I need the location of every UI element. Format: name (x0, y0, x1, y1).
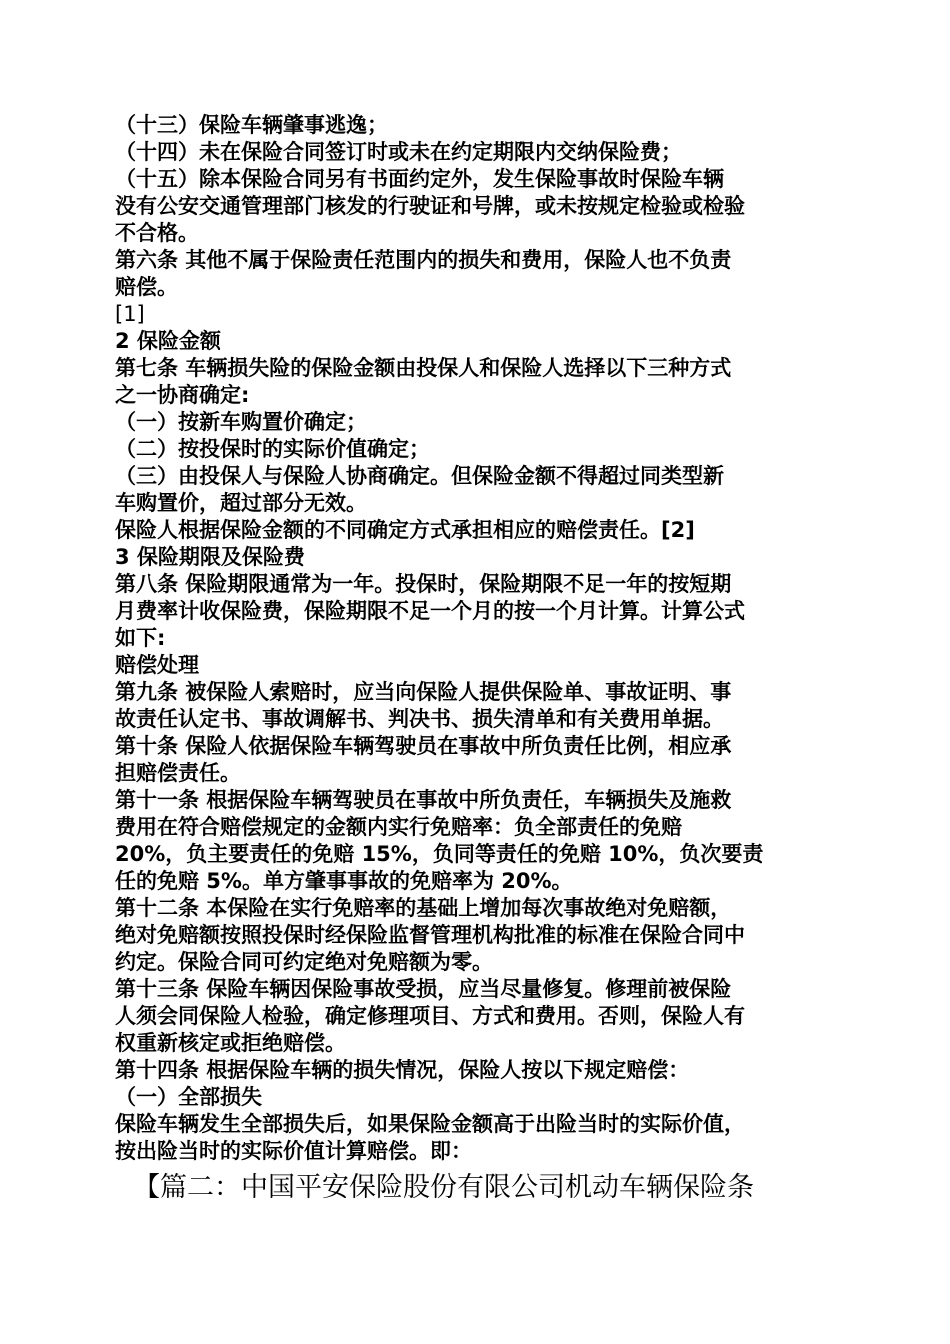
text-line: 没有公安交通管理部门核发的行驶证和号牌，或未按规定检验或检验 (115, 194, 745, 218)
text-line: 约定。保险合同可约定绝对免赔额为零。 (115, 950, 493, 974)
text-line: （十五）除本保险合同另有书面约定外，发生保险事故时保险车辆 (115, 167, 724, 191)
citation-ref: [1] (115, 302, 145, 326)
text-line: 按出险当时的实际价值计算赔偿。即： (115, 1139, 472, 1163)
text-line: 20%，负主要责任的免赔 15%，负同等责任的免赔 10%，负次要责 (115, 842, 764, 866)
text-line: （十四）未在保险合同签订时或未在约定期限内交纳保险费； (115, 140, 682, 164)
text-line: 如下: (115, 626, 166, 650)
article-13: 第十三条 保险车辆因保险事故受损，应当尽量修复。修理前被保险 (115, 977, 732, 1001)
article-6: 第六条 其他不属于保险责任范围内的损失和费用，保险人也不负责 (115, 248, 732, 272)
article-12: 第十二条 本保险在实行免赔率的基础上增加每次事故绝对免赔额， (115, 896, 732, 920)
text-line: 绝对免赔额按照投保时经保险监督管理机构批准的标准在保险合同中 (115, 923, 745, 947)
text-line: 之一协商确定: (115, 383, 250, 407)
text-line: 任的免赔 5%。单方肇事事故的免赔率为 20%。 (115, 869, 573, 893)
next-document-heading: 【篇二：中国平安保险股份有限公司机动车辆保险条 (133, 1172, 754, 1203)
article-14: 第十四条 根据保险车辆的损失情况，保险人按以下规定赔偿： (115, 1058, 690, 1082)
text-line: 费用在符合赔偿规定的金额内实行免赔率：负全部责任的免赔 (115, 815, 682, 839)
article-10: 第十条 保险人依据保险车辆驾驶员在事故中所负责任比例，相应承 (115, 734, 732, 758)
text-line: （一）按新车购置价确定； (115, 410, 367, 434)
text-line: （三）由投保人与保险人协商确定。但保险金额不得超过同类型新 (115, 464, 724, 488)
text-line: 车购置价，超过部分无效。 (115, 491, 367, 515)
section-heading: 赔偿处理 (115, 653, 199, 677)
text-line: （二）按投保时的实际价值确定； (115, 437, 430, 461)
text-line: 保险人根据保险金额的不同确定方式承担相应的赔偿责任。[2] (115, 518, 695, 542)
text-line: 人须会同保险人检验，确定修理项目、方式和费用。否则，保险人有 (115, 1004, 745, 1028)
section-heading: 2 保险金额 (115, 329, 221, 353)
text-line: 赔偿。 (115, 275, 178, 299)
article-11: 第十一条 根据保险车辆驾驶员在事故中所负责任，车辆损失及施救 (115, 788, 732, 812)
text-line: 不合格。 (115, 221, 199, 245)
article-7: 第七条 车辆损失险的保险金额由投保人和保险人选择以下三种方式 (115, 356, 732, 380)
text-line: 故责任认定书、事故调解书、判决书、损失清单和有关费用单据。 (115, 707, 724, 731)
text-line: 权重新核定或拒绝赔偿。 (115, 1031, 346, 1055)
text-line: 担赔偿责任。 (115, 761, 241, 785)
article-8: 第八条 保险期限通常为一年。投保时，保险期限不足一年的按短期 (115, 572, 732, 596)
text-line: 保险车辆发生全部损失后，如果保险金额高于出险当时的实际价值， (115, 1112, 745, 1136)
text-line: （十三）保险车辆肇事逃逸； (115, 113, 388, 137)
document-body (115, 112, 840, 1205)
article-9: 第九条 被保险人索赔时，应当向保险人提供保险单、事故证明、事 (115, 680, 732, 704)
text-line: 月费率计收保险费，保险期限不足一个月的按一个月计算。计算公式 (115, 599, 745, 623)
text-line: （一）全部损失 (115, 1085, 262, 1109)
section-heading: 3 保险期限及保险费 (115, 545, 305, 569)
